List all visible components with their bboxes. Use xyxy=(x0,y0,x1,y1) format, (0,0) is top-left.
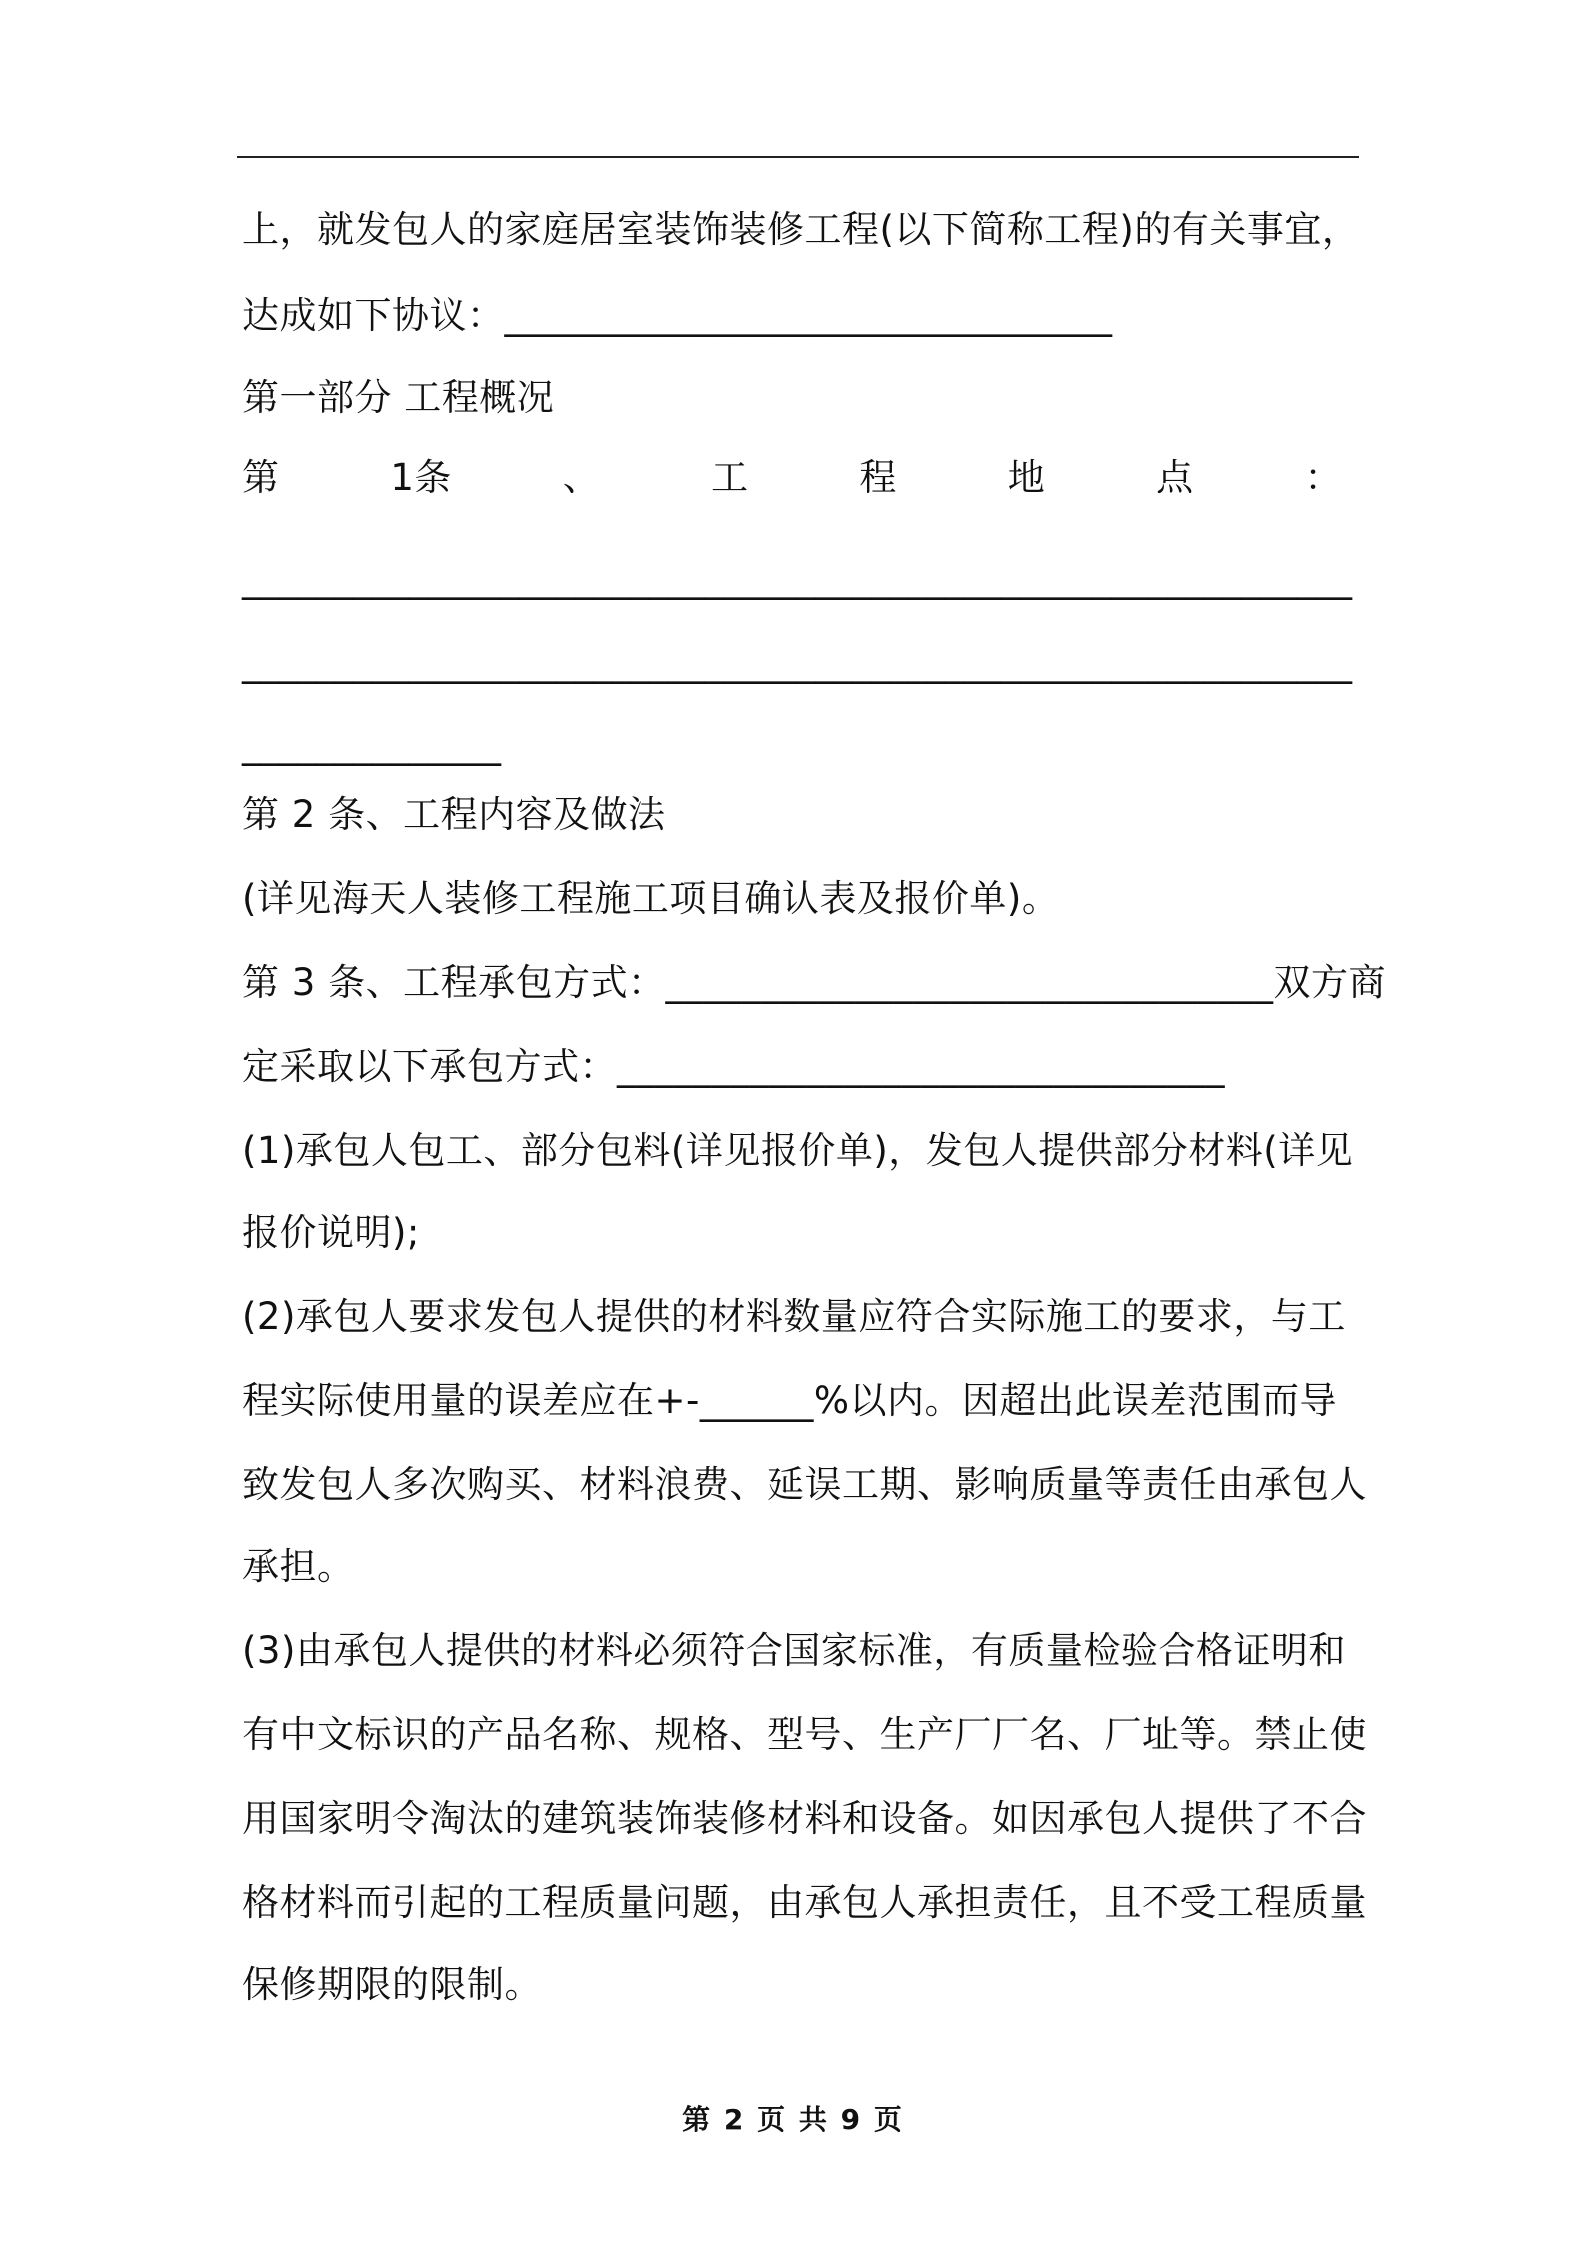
header-rule xyxy=(237,156,1359,158)
text-line-article-3: 定采取以下承包方式：________________________________ xyxy=(242,1045,1225,1088)
clause-3-line-3: 用国家明令淘汰的建筑装饰装修材料和设备。如因承包人提供了不合 xyxy=(242,1797,1367,1840)
text-line-article-2: (详见海天人装修工程施工项目确认表及报价单)。 xyxy=(242,877,1060,920)
clause-2-line-3: 致发包人多次购买、材料浪费、延误工期、影响质量等责任由承包人 xyxy=(242,1463,1367,1506)
clause-1-line-1: (1)承包人包工、部分包料(详见报价单)，发包人提供部分材料(详见 xyxy=(242,1129,1354,1172)
clause-2-line-1: (2)承包人要求发包人提供的材料数量应符合实际施工的要求，与工 xyxy=(242,1295,1346,1338)
article-1-part: 地 xyxy=(1007,456,1046,499)
clause-1-line-2: 报价说明); xyxy=(242,1211,420,1254)
article-1-part: 第 xyxy=(242,456,280,499)
clause-3-line-5: 保修期限的限制。 xyxy=(242,1963,542,2006)
blank-line-3: ______________ xyxy=(242,723,501,766)
blank-line-1: ____________________________________________________________ xyxy=(242,557,1352,600)
article-1-part: 工 xyxy=(711,456,749,499)
article-1-part: 程 xyxy=(859,456,897,499)
article-1-part: 1条 xyxy=(390,456,452,499)
text-line-1: 上，就发包人的家庭居室装饰装修工程(以下简称工程)的有关事宜， xyxy=(242,208,1360,251)
article-2-heading: 第 2 条、工程内容及做法 xyxy=(242,793,666,836)
article-1-part: ： xyxy=(1304,456,1342,499)
article-3-heading: 第 3 条、工程承包方式：________________________________双方商 xyxy=(242,961,1387,1004)
blank-line-2: ____________________________________________________________ xyxy=(242,641,1352,684)
section-heading-part-1: 第一部分 工程概况 xyxy=(242,376,555,419)
page-number-footer: 第 2 页 共 9 页 xyxy=(682,2103,904,2136)
article-1-part: 、 xyxy=(562,456,601,499)
clause-3-line-4: 格材料而引起的工程质量问题，由承包人承担责任，且不受工程质量 xyxy=(242,1881,1367,1924)
clause-2-line-2: 程实际使用量的误差应在+-______%以内。因超出此误差范围而导 xyxy=(242,1379,1338,1422)
article-1-part: 点 xyxy=(1156,456,1194,499)
clause-2-line-4: 承担。 xyxy=(242,1545,355,1588)
clause-3-line-1: (3)由承包人提供的材料必须符合国家标准，有质量检验合格证明和 xyxy=(242,1629,1346,1672)
text-line-2: 达成如下协议：________________________________ xyxy=(242,294,1113,337)
article-1-heading xyxy=(242,455,1342,501)
clause-3-line-2: 有中文标识的产品名称、规格、型号、生产厂厂名、厂址等。禁止使 xyxy=(242,1713,1367,1756)
